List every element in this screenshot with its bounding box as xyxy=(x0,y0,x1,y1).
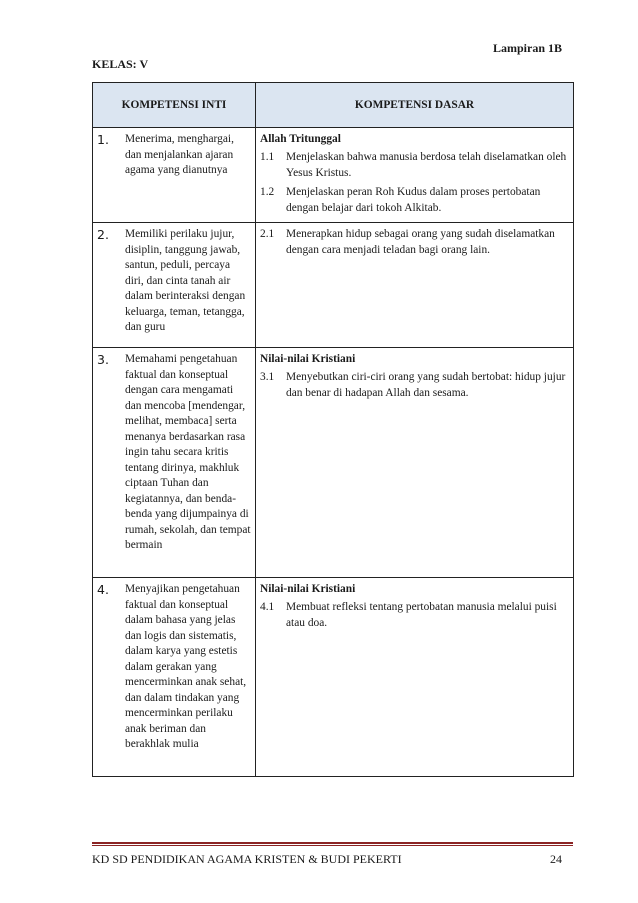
ki-text: Memiliki perilaku jujur, disiplin, tanggung jawab, santun, peduli, percaya diri, dan cinta tanah air dalam berinteraksi dengan keluarga, teman, tetangga, dan guru xyxy=(125,228,246,333)
ki-cell xyxy=(93,578,256,777)
kd-text: Menerapkan hidup sebagai orang yang sudah diselamatkan dengan cara menjadi teladan bagi orang lain. xyxy=(286,228,555,256)
footer-title: KD SD PENDIDIKAN AGAMA KRISTEN & BUDI PEKERTI xyxy=(92,852,402,866)
kd-item xyxy=(260,227,569,258)
kd-text: Membuat refleksi tentang pertobatan manusia melalui puisi atau doa. xyxy=(286,601,557,629)
ki-number: 3. xyxy=(97,352,109,367)
ki-number: 4. xyxy=(97,582,109,597)
header-kompetensi-dasar: KOMPETENSI DASAR xyxy=(256,83,574,128)
table-row xyxy=(93,578,574,777)
kd-cell xyxy=(256,128,574,223)
kd-cell xyxy=(256,578,574,777)
kd-item xyxy=(260,370,569,401)
footer-divider-thin xyxy=(92,845,573,846)
kd-number: 1.1 xyxy=(260,151,275,163)
footer-divider xyxy=(92,842,573,844)
kelas-label: KELAS: V xyxy=(92,57,149,71)
kd-text: Menyebutkan ciri-ciri orang yang sudah bertobat: hidup jujur dan benar di hadapan Allah dan sesama. xyxy=(286,371,566,399)
kd-title: Allah Tritunggal xyxy=(260,133,341,145)
lampiran-label: Lampiran 1B xyxy=(492,41,562,55)
table-row xyxy=(93,128,574,223)
ki-text: Menerima, menghargai, dan menjalankan ajaran agama yang dianutnya xyxy=(125,133,234,176)
kd-title: Nilai-nilai Kristiani xyxy=(260,583,356,595)
kd-item xyxy=(260,150,569,181)
kd-number: 4.1 xyxy=(260,601,275,613)
ki-cell xyxy=(93,348,256,578)
kd-title: Nilai-nilai Kristiani xyxy=(260,353,356,365)
ki-number: 2. xyxy=(97,227,109,242)
kd-number: 1.2 xyxy=(260,186,275,198)
ki-number: 1. xyxy=(97,132,109,147)
header-kompetensi-inti: KOMPETENSI INTI xyxy=(93,83,256,128)
kompetensi-table xyxy=(92,82,574,777)
page-number: 24 xyxy=(550,852,562,866)
kd-number: 2.1 xyxy=(260,228,275,240)
kd-cell xyxy=(256,223,574,348)
table-row xyxy=(93,223,574,348)
ki-text: Memahami pengetahuan faktual dan konseptual dengan cara mengamati dan mencoba [mendengar, melihat, membaca] serta menanya berdasarkan rasa ingin tahu secara kritis tentang dirinya, makhluk ciptaan Tuhan dan kegiatannya, dan benda-benda yang dijumpainya di rumah, sekolah, dan tempat bermain xyxy=(125,353,251,551)
ki-text: Menyajikan pengetahuan faktual dan konseptual dalam bahasa yang jelas dan logis dan sistematis, dalam karya yang estetis dalam gerakan yang mencerminkan anak sehat, dan dalam tindakan yang mencerminkan perilaku anak beriman dan berakhlak mulia xyxy=(125,583,247,750)
table-header-row xyxy=(93,83,574,128)
kd-number: 3.1 xyxy=(260,371,275,383)
kd-text: Menjelaskan peran Roh Kudus dalam proses pertobatan dengan belajar dari tokoh Alkitab. xyxy=(286,186,541,214)
kd-text: Menjelaskan bahwa manusia berdosa telah diselamatkan oleh Yesus Kristus. xyxy=(286,151,567,179)
ki-cell xyxy=(93,223,256,348)
ki-cell xyxy=(93,128,256,223)
table-row xyxy=(93,348,574,578)
kd-item xyxy=(260,185,569,216)
kd-cell xyxy=(256,348,574,578)
kd-item xyxy=(260,600,569,631)
